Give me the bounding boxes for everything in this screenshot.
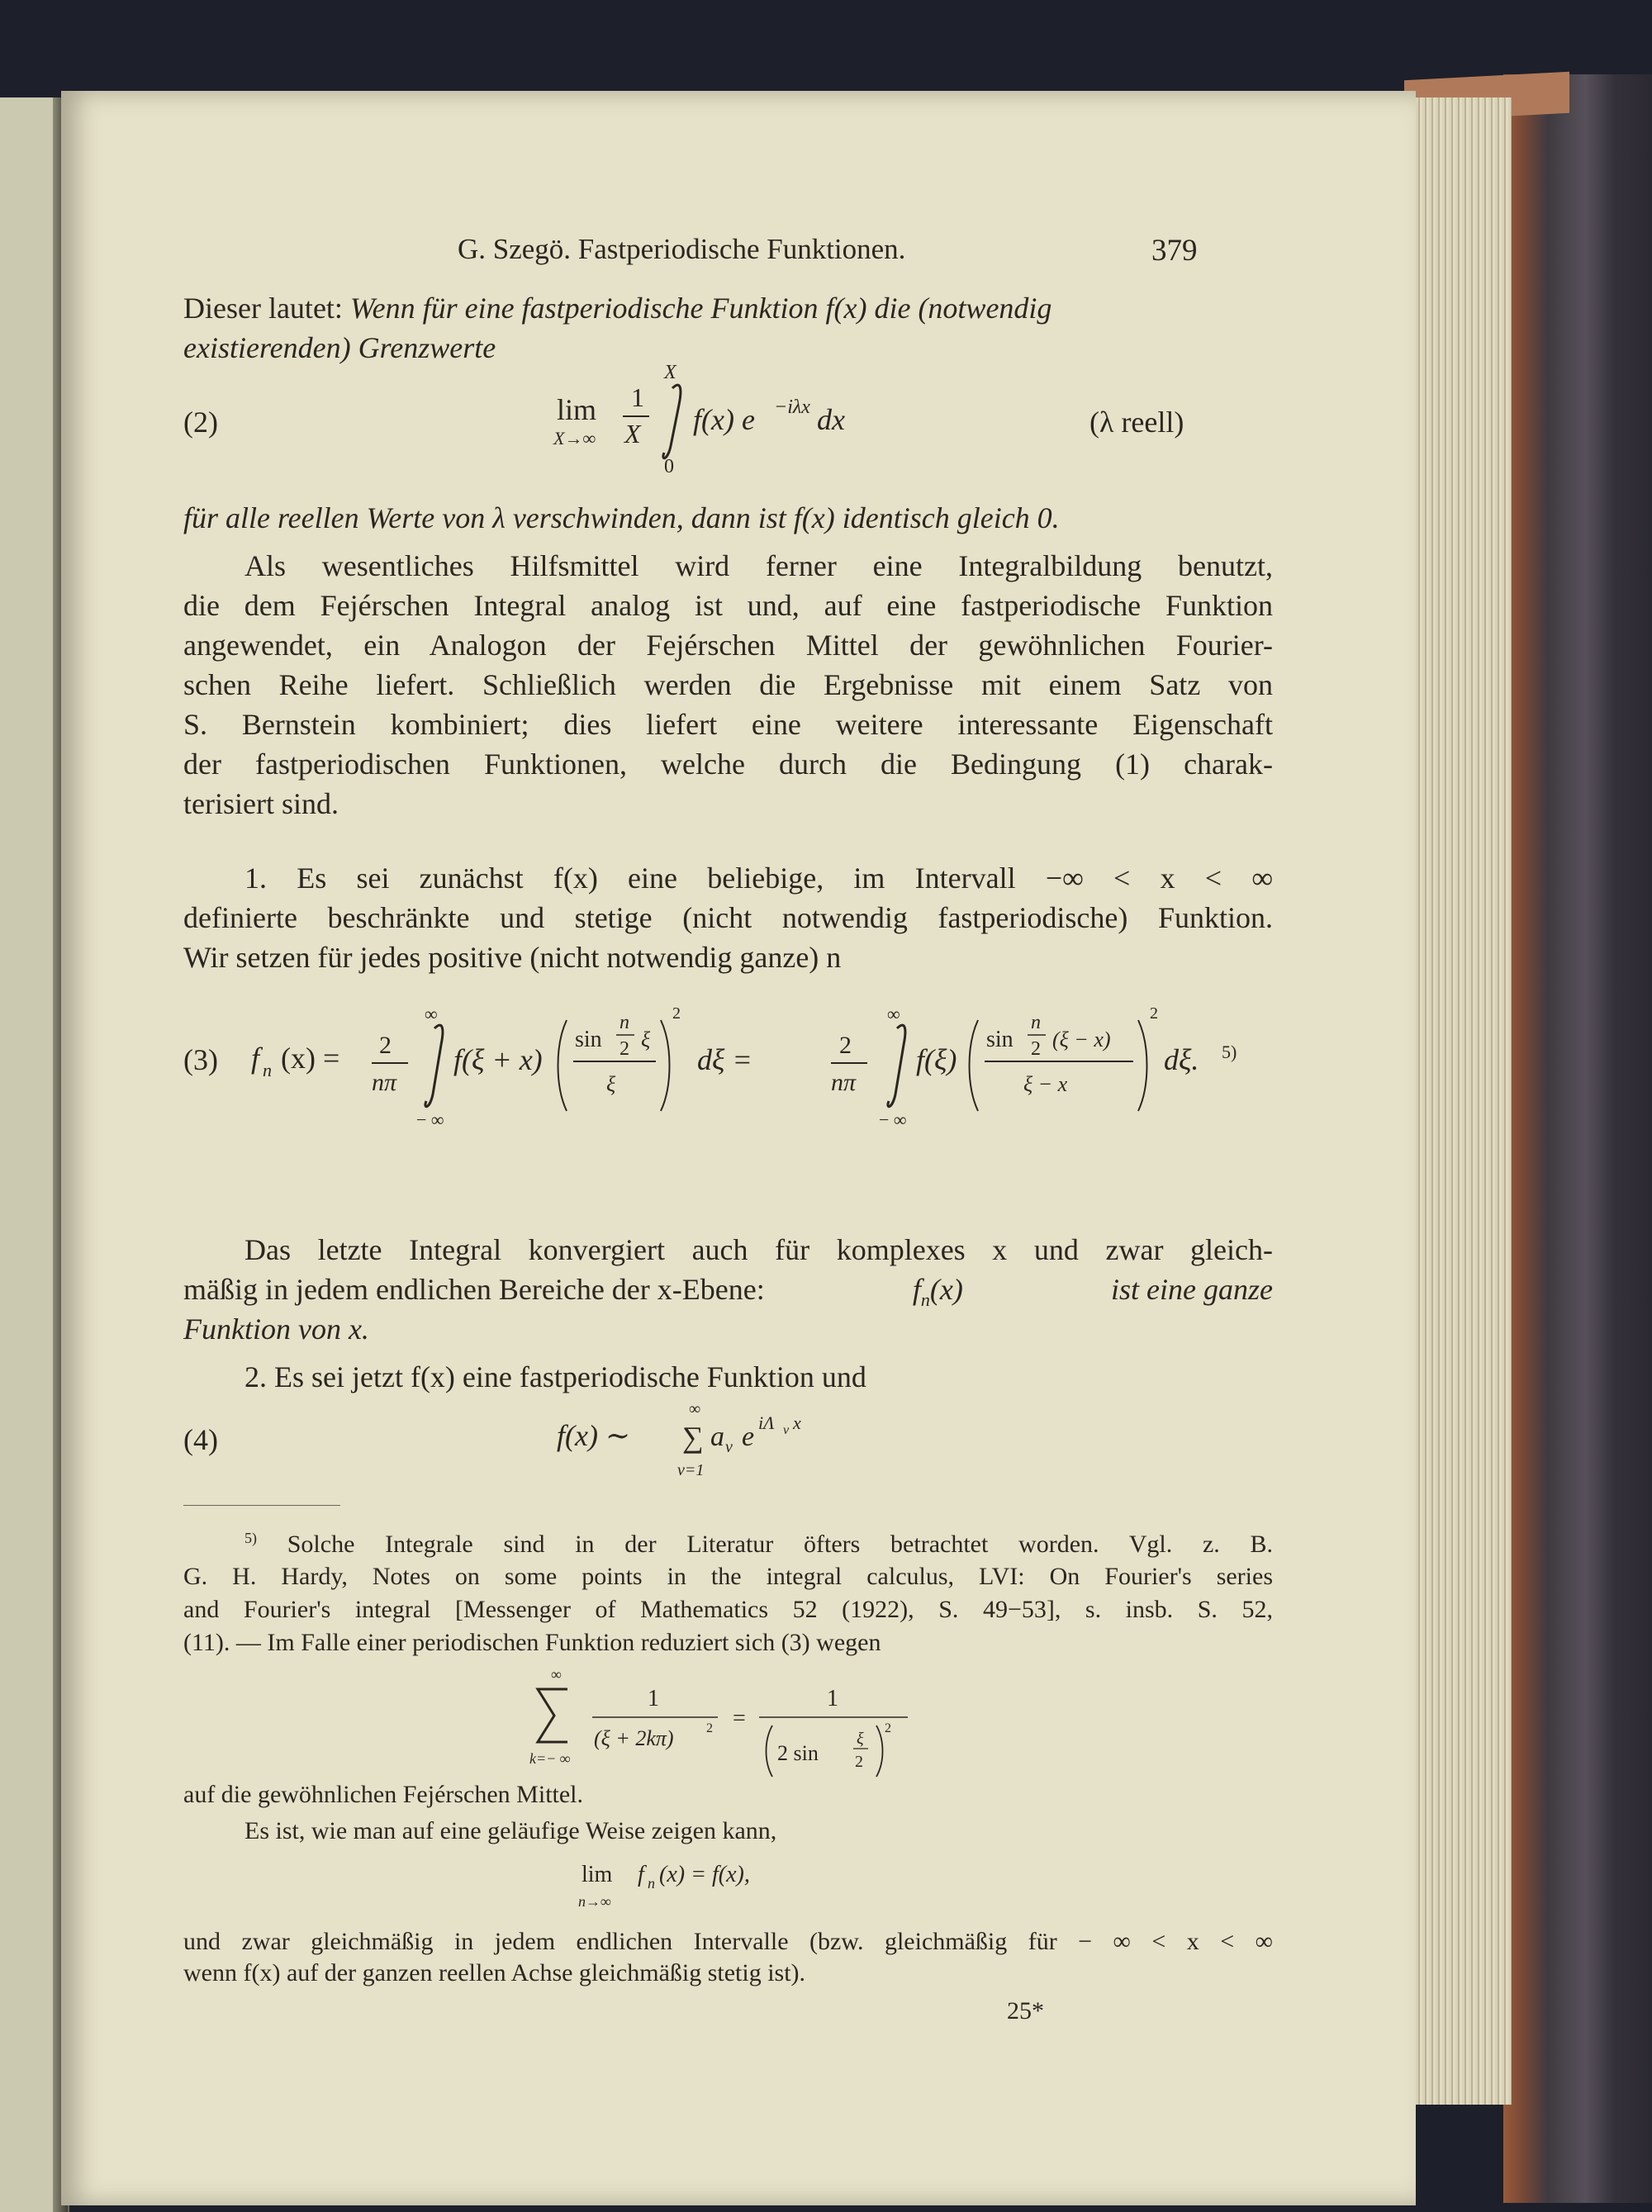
eq4-exponent-tail: x	[793, 1412, 801, 1433]
eq3-c-num: 2	[379, 1032, 392, 1059]
after-eq3-italic: ist eine ganze	[1111, 1273, 1273, 1306]
after-eq3-fn-f: f	[912, 1273, 921, 1306]
eq3-paren-right-1	[661, 1020, 670, 1111]
fn-lim-body: f	[638, 1862, 644, 1887]
equation-2-condition: (λ reell)	[1089, 406, 1184, 439]
eq3-arg-2: (ξ − x)	[1052, 1028, 1111, 1051]
fn-den-1-exp: 2	[706, 1721, 713, 1735]
footnote-mark: 5)	[244, 1530, 257, 1546]
eq3-int2-upper: ∞	[887, 1004, 900, 1024]
eq3-c2-num: 2	[839, 1032, 852, 1059]
signature-mark: 25*	[1007, 1997, 1044, 2025]
after-eq3-fn	[913, 1272, 963, 1311]
footnote-limit-equation	[573, 1852, 854, 1918]
running-title: G. Szegö. Fastperiodische Funktionen.	[458, 233, 906, 265]
equation-2-number: (2)	[183, 406, 218, 439]
intro-roman: Dieser lautet:	[183, 292, 343, 325]
section1-line-3: Wir setzen für jedes positive (nicht notwendig ganze) n	[183, 941, 842, 974]
fn-num-2: 1	[827, 1686, 838, 1711]
eq2-frac-num: 1	[631, 382, 644, 412]
footnote-line-2: G. H. Hardy, Notes on some points in the integral calculus, LVI: On Fourier's series	[183, 1563, 1273, 1590]
eq3-paren-right-2	[1138, 1020, 1147, 1111]
eq3-paren-left-1	[558, 1020, 567, 1111]
fn-den-2a: 2 sin	[777, 1741, 819, 1765]
intro-line-2: existierenden) Grenzwerte	[183, 331, 496, 364]
footnote-last-1: und zwar gleichmäßig in jedem endlichen Intervalle (bzw. gleichmäßig für − ∞ < x < ∞	[183, 1928, 1273, 1955]
fn-lim-rest: (x) = f(x),	[659, 1862, 750, 1887]
eq3-tail: dξ.	[1164, 1043, 1199, 1076]
eq3-int1-upper: ∞	[425, 1004, 438, 1024]
footnote-sum-equation	[511, 1664, 974, 1788]
fn-equals: =	[733, 1706, 746, 1731]
eq3-integrand-1: f(ξ + x)	[453, 1043, 543, 1076]
eq3-lhs-arg: (x) =	[281, 1042, 340, 1075]
footnote-rule	[183, 1505, 340, 1506]
eq3-paren-left-2	[970, 1020, 979, 1111]
eq3-den-2: ξ − x	[1023, 1072, 1068, 1096]
eq4-lhs: f(x) ∼	[557, 1419, 631, 1452]
eq4-term-sub: ν	[725, 1438, 733, 1456]
fn-sum-lower: k=− ∞	[529, 1750, 571, 1767]
fn-den-2-den: 2	[855, 1753, 863, 1771]
footnote-line-1	[244, 1530, 1273, 1559]
after-eq3-fn-arg: (x)	[929, 1273, 963, 1306]
page-number: 379	[1151, 234, 1198, 268]
intro-italic-1: Wenn für eine fastperiodische Funktion f(x) die (notwendig	[349, 292, 1052, 325]
eq4-sum-lower: ν=1	[677, 1461, 705, 1479]
eq2-lim-sub: X→∞	[553, 428, 596, 449]
eq2-int-upper: X	[664, 363, 676, 383]
eq2-frac-den: X	[624, 419, 641, 449]
eq3-int1-lower: − ∞	[416, 1109, 444, 1130]
eq3-c-den: nπ	[372, 1069, 397, 1096]
eq3-xi-num-1: ξ	[641, 1028, 651, 1051]
fn-den-1: (ξ + 2kπ)	[594, 1726, 674, 1750]
para1-line-5: S. Bernstein kombiniert; dies liefert eine weitere interessante Eigenschaft	[183, 708, 1273, 741]
fn-paren-right	[876, 1725, 883, 1777]
after-eq3-line-3: Funktion von x.	[183, 1312, 369, 1346]
book-spine	[1503, 74, 1652, 2203]
equation-3	[251, 995, 1284, 1136]
after-eq3-fn-sub: n	[920, 1289, 930, 1311]
eq3-int2-lower: − ∞	[879, 1109, 907, 1130]
after-eq3-line-1: Das letzte Integral konvergiert auch für komplexes x und zwar gleich-	[244, 1233, 1273, 1266]
fn-den-2-num: ξ	[857, 1730, 864, 1748]
after-eq2-line: für alle reellen Werte von λ verschwinden, dann ist f(x) identisch gleich 0.	[183, 501, 1060, 534]
eq3-xi-den-1: ξ	[606, 1072, 616, 1096]
footnote-line-3: and Fourier's integral [Messenger of Mathematics 52 (1922), S. 49−53], s. insb. S. 52,	[183, 1596, 1273, 1623]
eq3-n-num-2: n	[1031, 1012, 1041, 1033]
intro-line-1	[183, 291, 1051, 325]
para1-line-7: terisiert sind.	[183, 787, 339, 820]
fn-lim-sub: n→∞	[578, 1893, 611, 1910]
footnote-line-es: Es ist, wie man auf eine geläufige Weise zeigen kann,	[244, 1817, 777, 1844]
eq4-exponent: iΛ	[758, 1412, 775, 1433]
footnote-line-4: (11). — Im Falle einer periodischen Funktion reduziert sich (3) wegen	[183, 1629, 881, 1656]
eq3-n-den-1: 2	[620, 1038, 629, 1060]
fn-num-1: 1	[648, 1686, 659, 1711]
eq2-int-lower: 0	[664, 456, 674, 477]
para1-line-6: der fastperiodischen Funktionen, welche durch die Bedingung (1) charak-	[183, 748, 1273, 781]
eq2-dx: dx	[817, 403, 845, 436]
eq2-lim: lim	[557, 393, 597, 426]
footnote-line-1-text: Solche Integrale sind in der Literatur öfters betrachtet worden. Vgl. z. B.	[287, 1531, 1274, 1558]
eq4-term: a	[710, 1422, 724, 1452]
eq3-sin-2: sin	[986, 1027, 1014, 1052]
eq3-integral-1	[425, 1025, 443, 1107]
section1-line-1: 1. Es sei zunächst f(x) eine beliebige, im Intervall −∞ < x < ∞	[244, 862, 1273, 895]
eq3-integrand-2: f(ξ)	[916, 1043, 957, 1076]
para1-line-3: angewendet, ein Analogon der Fejérschen Mittel der gewöhnlichen Fourier-	[183, 629, 1273, 662]
eq2-exponent: −iλx	[774, 396, 810, 418]
eq3-footnote-mark: 5)	[1222, 1042, 1237, 1062]
after-eq3-line-2-text: mäßig in jedem endlichen Bereiche der x-Ebene:	[183, 1273, 765, 1306]
equation-4-number: (4)	[183, 1423, 218, 1456]
section2-line: 2. Es sei jetzt f(x) eine fastperiodische Funktion und	[244, 1360, 866, 1393]
book-page	[61, 91, 1416, 2205]
eq3-lhs-sub: n	[263, 1060, 272, 1080]
footnote-last-2: wenn f(x) auf der ganzen reellen Achse gleichmäßig stetig ist).	[183, 1959, 806, 1987]
eq3-c2-den: nπ	[831, 1069, 857, 1096]
eq4-sum: ∑	[682, 1421, 704, 1454]
eq2-integral-sign	[663, 385, 681, 458]
para1-line-2: die dem Fejérschen Integral analog ist und, auf eine fastperiodische Funktion	[183, 589, 1273, 622]
eq3-square-1: 2	[672, 1004, 681, 1023]
eq3-n-num-1: n	[620, 1012, 629, 1033]
para1-line-4: schen Reihe liefert. Schließlich werden die Ergebnisse mit einem Satz von	[183, 668, 1273, 701]
eq2-integrand: f(x) e	[693, 403, 755, 436]
after-eq3-line-2	[183, 1272, 1273, 1311]
eq3-sin-1: sin	[575, 1027, 602, 1052]
eq4-exp-base: e	[742, 1422, 755, 1452]
eq3-lhs: f	[251, 1042, 260, 1075]
eq3-integral-2	[888, 1025, 905, 1107]
eq3-dxi: dξ =	[697, 1043, 752, 1076]
equation-3-number: (3)	[183, 1043, 218, 1076]
eq3-square-2: 2	[1150, 1004, 1158, 1023]
section1-line-2: definierte beschränkte und stetige (nicht notwendig fastperiodische) Funktion.	[183, 901, 1273, 934]
fn-lim: lim	[582, 1862, 613, 1887]
eq3-n-den-2: 2	[1031, 1038, 1041, 1060]
fn-sum-upper: ∞	[551, 1666, 562, 1683]
para1-line-1: Als wesentliches Hilfsmittel wird ferner eine Integralbildung benutzt,	[244, 549, 1273, 582]
eq4-sum-upper: ∞	[689, 1400, 701, 1418]
equation-2	[540, 363, 1168, 479]
eq4-exponent-sub: ν	[783, 1423, 790, 1437]
equation-4	[557, 1396, 904, 1487]
fn-paren-left	[767, 1725, 773, 1777]
footnote-after-sum: auf die gewöhnlichen Fejérschen Mittel.	[183, 1781, 584, 1808]
fn-lim-body-sub: n	[648, 1875, 655, 1892]
fn-sum-sign	[538, 1689, 567, 1742]
fn-den-2-exp: 2	[885, 1721, 891, 1735]
